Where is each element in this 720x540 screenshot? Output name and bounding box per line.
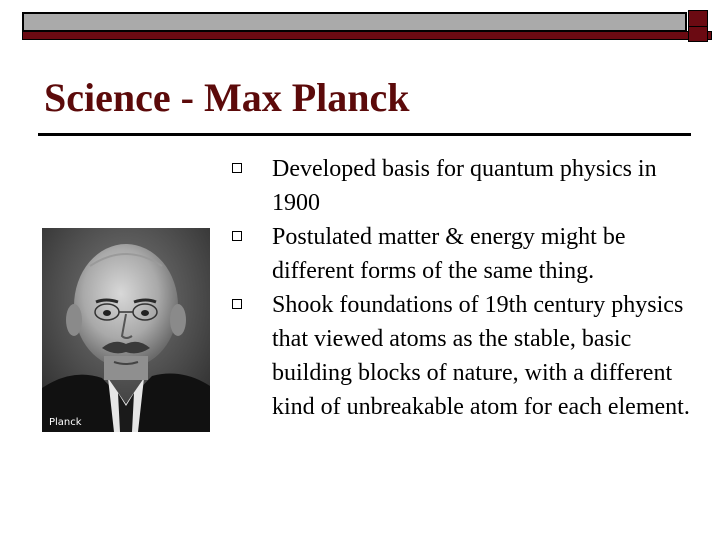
header-red-bar [22,31,712,40]
bullet-text: Postulated matter & energy might be different forms of the same thing. [272,224,626,284]
bullet-item [232,220,702,288]
title-divider [38,133,691,136]
corner-square-bottom [688,26,708,42]
bullet-text: Developed basis for quantum physics in 1900 [272,156,657,216]
hollow-square-icon [232,163,242,173]
bullet-item [232,288,702,424]
planck-portrait-image [42,228,210,432]
photo-caption: Planck [49,417,82,428]
bullet-item [232,152,702,220]
slide-title: Science - Max Planck [44,75,410,120]
bullet-list [232,152,702,424]
hollow-square-icon [232,299,242,309]
bullet-text: Shook foundations of 19th century physics that viewed atoms as the stable, basic building blocks of nature, with a different kind of unbreakable atom for each element. [272,292,690,420]
hollow-square-icon [232,231,242,241]
header-gray-bar [22,12,687,32]
